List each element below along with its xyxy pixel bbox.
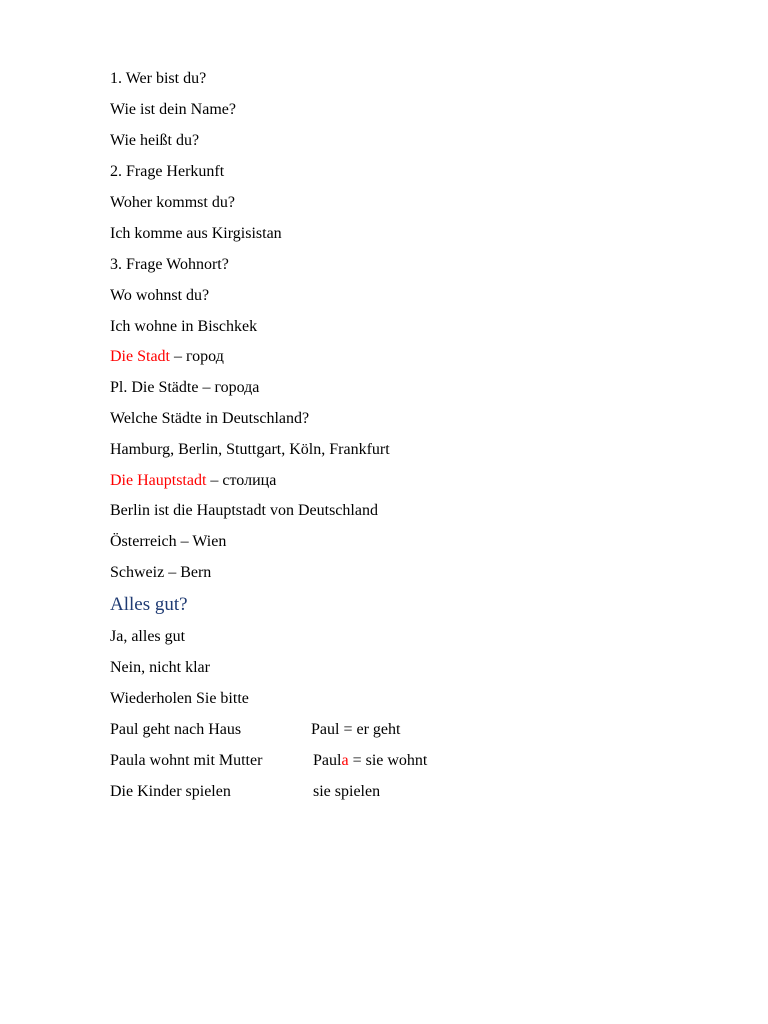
line-1: 1. Wer bist du? [110, 70, 207, 87]
vocab-translation: – столица [206, 472, 277, 489]
line-berlin: Berlin ist die Hauptstadt von Deutschland [110, 502, 378, 519]
pair-3-left: Die Kinder spielen [110, 783, 231, 800]
line-oesterreich: Österreich – Wien [110, 533, 227, 550]
vocab-translation: – город [170, 348, 224, 365]
line-5: Woher kommst du? [110, 194, 235, 211]
line-question-cities: Welche Städte in Deutschland? [110, 410, 310, 427]
line-8: Wo wohnst du? [110, 287, 210, 304]
line-6: Ich komme aus Kirgisistan [110, 225, 282, 242]
pair-1-right [311, 720, 400, 740]
line-2: Wie ist dein Name? [110, 101, 236, 118]
pair-2-left: Paula wohnt mit Mutter [110, 752, 263, 769]
line-nein: Nein, nicht klar [110, 659, 210, 676]
line-city-list: Hamburg, Berlin, Stuttgart, Köln, Frankfurt [110, 441, 390, 458]
line-9: Ich wohne in Bischkek [110, 318, 258, 335]
line-schweiz: Schweiz – Bern [110, 564, 212, 581]
pair-2-right [313, 751, 427, 771]
line-4: 2. Frage Herkunft [110, 163, 225, 180]
vocab-term: Die Stadt [110, 348, 170, 365]
line-3: Wie heißt du? [110, 132, 200, 149]
vocab-stadt [110, 347, 224, 367]
pair-2-right-a: Paul [313, 752, 342, 769]
pair-1-right-a: Paul [311, 721, 340, 738]
section-heading: Alles gut? [110, 594, 188, 615]
pair-1-left: Paul geht nach Haus [110, 721, 242, 738]
line-wiederholen: Wiederholen Sie bitte [110, 690, 249, 707]
vocab-term: Die Hauptstadt [110, 472, 207, 489]
plural-line: Pl. Die Städte – города [110, 379, 260, 396]
pair-1-right-c: = er geht [339, 721, 401, 738]
line-ja: Ja, alles gut [110, 628, 186, 645]
pair-2-right-b: a [341, 752, 349, 769]
pair-3-right [313, 782, 380, 802]
pair-3-right-a: sie spielen [313, 783, 381, 800]
pair-2-right-c: = sie wohnt [348, 752, 428, 769]
vocab-hauptstadt [110, 471, 276, 491]
line-7: 3. Frage Wohnort? [110, 256, 229, 273]
